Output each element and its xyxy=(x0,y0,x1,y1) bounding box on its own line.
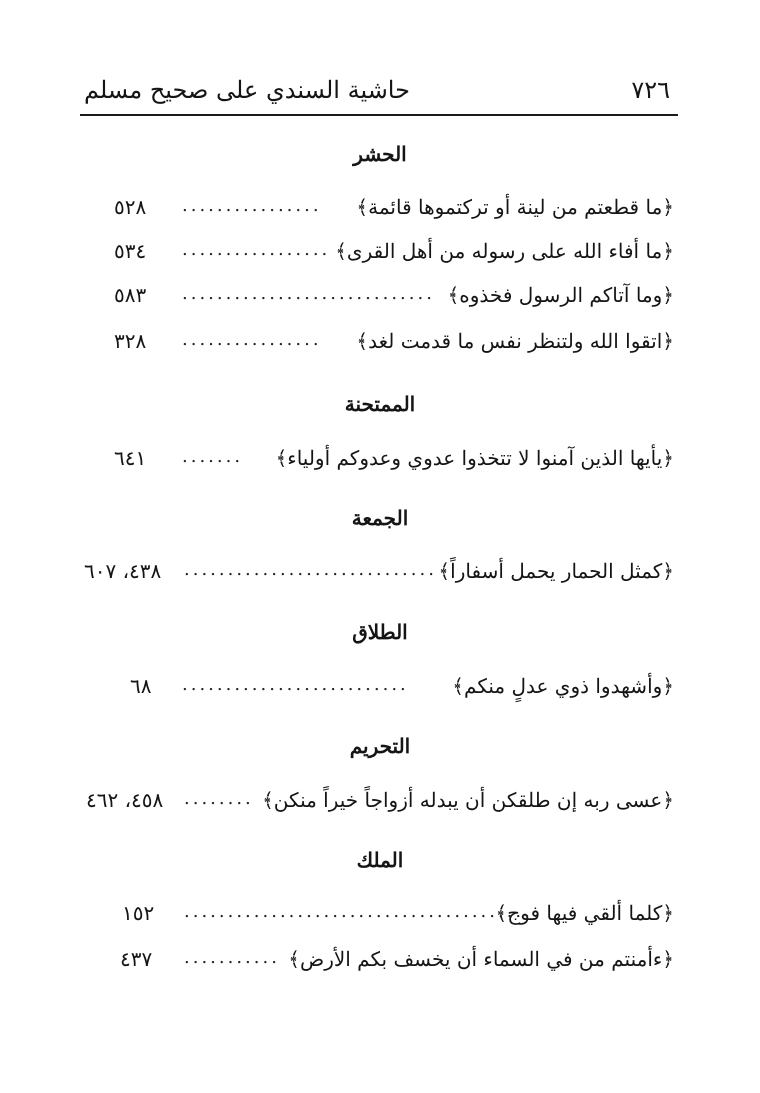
page-reference: ٣٢٨ xyxy=(114,329,147,353)
surah-heading-at-talaq: الطلاق xyxy=(352,620,408,644)
page-reference: ٥٣٤ xyxy=(114,239,147,263)
verse-text: ﴿يأيها الذين آمنوا لا تتخذوا عدوي وعدوكم أولياء﴾ xyxy=(275,446,674,470)
page-number: ٧٢٦ xyxy=(631,76,670,104)
index-entry xyxy=(78,788,674,822)
leader-dots: .......................... xyxy=(182,674,409,695)
surah-heading-al-jumuah: الجمعة xyxy=(351,506,409,530)
leader-dots: ................. xyxy=(182,239,331,260)
page-reference: ٥٢٨ xyxy=(114,195,147,219)
leader-dots: ....... xyxy=(182,446,244,467)
leader-dots: ............................. xyxy=(182,283,435,304)
index-entry xyxy=(78,283,674,317)
verse-text: ﴿وأشهدوا ذوي عدلٍ منكم﴾ xyxy=(452,674,674,698)
leader-dots: ......................................... xyxy=(184,901,542,922)
verse-text: ﴿كلما ألقي فيها فوج﴾ xyxy=(495,901,674,925)
page-reference: ٥٨٣ xyxy=(114,283,147,307)
verse-text: ﴿ءأمنتم من في السماء أن يخسف بكم الأرض﴾ xyxy=(288,947,674,971)
index-entry xyxy=(78,329,674,363)
verse-text: ﴿ما قطعتم من لينة أو تركتموها قائمة﴾ xyxy=(356,195,674,219)
verse-text: ﴿اتقوا الله ولتنظر نفس ما قدمت لغد﴾ xyxy=(356,329,674,353)
verse-text: ﴿عسى ربه إن طلقكن أن يبدله أزواجاً خيراً منكن﴾ xyxy=(262,788,674,812)
surah-heading-al-hashr: الحشر xyxy=(353,142,407,166)
index-entry xyxy=(78,239,674,273)
leader-dots: ........ xyxy=(184,788,254,809)
index-entry xyxy=(78,559,674,593)
surah-heading-al-mumtahanah: الممتحنة xyxy=(344,392,416,416)
leader-dots: ................ xyxy=(182,329,322,350)
page-reference: ٤٥٨، ٤٦٢ xyxy=(86,788,164,812)
leader-dots: ................ xyxy=(182,195,322,216)
index-entry xyxy=(78,947,674,981)
surah-heading-al-mulk: الملك xyxy=(356,848,404,872)
running-title: حاشية السندي على صحيح مسلم xyxy=(84,76,410,104)
page-header xyxy=(80,74,678,116)
index-entry xyxy=(78,674,674,708)
verse-text: ﴿كمثل الحمار يحمل أسفاراً﴾ xyxy=(438,559,674,583)
index-entry xyxy=(78,446,674,480)
index-entry xyxy=(78,195,674,229)
leader-dots: ............................. xyxy=(184,559,437,580)
page-reference: ٤٣٧ xyxy=(120,947,153,971)
verse-text: ﴿وما آتاكم الرسول فخذوه﴾ xyxy=(447,283,674,307)
page-reference: ٤٣٨، ٦٠٧ xyxy=(84,559,162,583)
page-reference: ٦٤١ xyxy=(114,446,147,470)
verse-text: ﴿ما أفاء الله على رسوله من أهل القرى﴾ xyxy=(335,239,674,263)
surah-heading-at-tahrim: التحريم xyxy=(349,734,411,758)
index-entry xyxy=(78,901,674,935)
leader-dots: ........... xyxy=(184,947,280,968)
page-reference: ١٥٢ xyxy=(122,901,155,925)
page-reference: ٦٨ xyxy=(130,674,152,698)
